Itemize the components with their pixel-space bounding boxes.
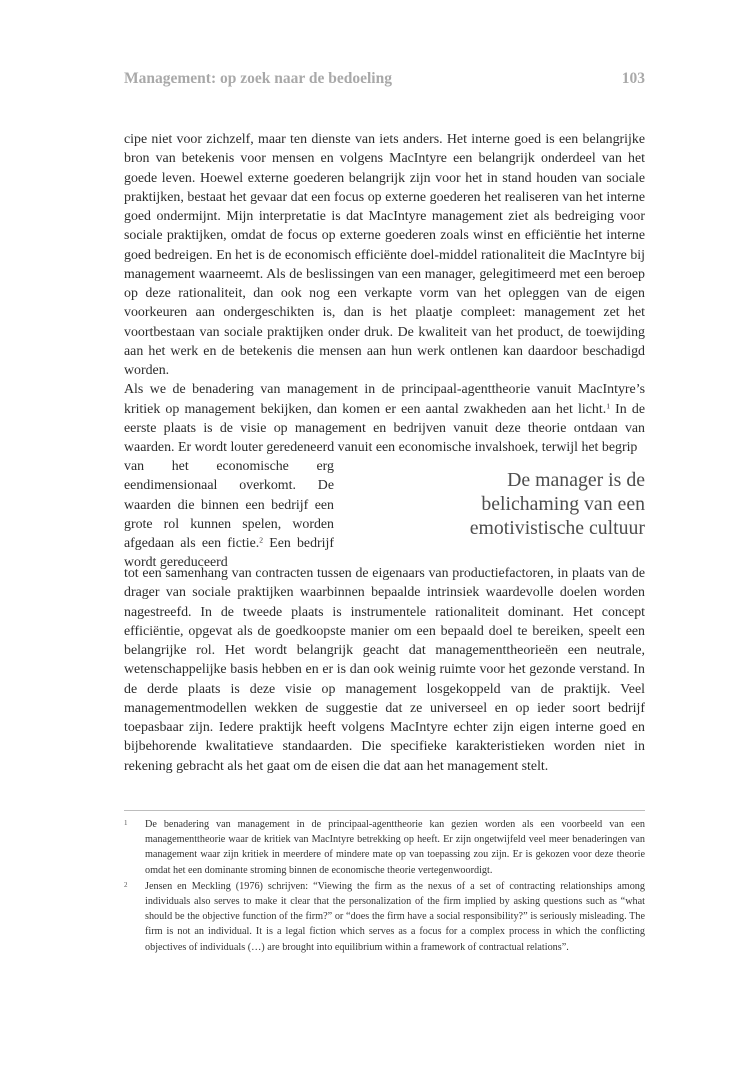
paragraph-1: cipe niet voor zichzelf, maar ten dienste van iets anders. Het interne goed is een belangrijke bron van betekenis voor mensen en volgens MacIntyre een belangrijk onderdeel van het goede leven. Hoewel externe goederen belangrijk zijn voor het in stand houden van sociale praktijken, bestaat het gevaar dat een focus op externe goederen het realiseren van het interne goed ondermijnt. Mijn interpretatie is dat MacIntyre management ziet als bedreiging voor sociale praktijken, omdat de focus op externe goederen zoals winst en efficiëntie het interne goed bedreigen. En het is de economisch efficiënte doel-middel rationaliteit die MacIntyre bij management waarneemt. Als de beslissingen van een manager, gelegitimeerd met een beroep op deze rationaliteit, dan ook nog een verkapte vorm van het opleggen van de eigen voorkeuren aan ondergeschikten is, dan is het plaatje compleet: management zet het voortbestaan van sociale praktijken onder druk. De kwaliteit van het product, de toewijding aan het werk en de betekenis die mensen aan hun werk ontlenen kan daardoor beschadigd worden.	[124, 132, 645, 378]
footnote-number: 1	[124, 819, 128, 827]
footnote	[124, 879, 645, 955]
footnote-text: Jensen en Meckling (1976) schrijven: “Viewing the firm as the nexus of a set of contracting relationships among individuals also serves to make it clear that the personalization of the firm implied by asking questions such as “what should be the objective function of the firm?” or “does the firm have a social responsibility?” is seriously misleading. The firm is not an individual. It is a legal fiction which serves as a focus for a complex process in which the conflicting objectives of individuals (…) are brought into equilibrium within a framework of contractual relations”.	[145, 880, 645, 953]
footnote-ref-2[interactable]: 2	[259, 535, 264, 545]
footnote-number: 2	[124, 880, 128, 889]
footnote-ref-1[interactable]: 1	[606, 400, 611, 410]
footnote-text: De benadering van management in de principaal-agenttheorie kan gezien worden als een voorbeeld van een managementtheorie waar de kritiek van MacIntyre betrekking op heeft. Er zijn ongetwijfeld veel meer benaderingen van management waar zijn kritiek in meerdere of mindere mate op van toepassing zou zijn. Er is gekozen voor deze theorie omdat het een dominante stroming binnen de economische theorie vertegenwoordigt.	[145, 819, 645, 876]
paragraph-2-rest: tot een samenhang van contracten tussen de eigenaars van productiefactoren, in plaats van de drager van sociale praktijken waarbinnen bepaalde intrinsiek waardevolle doelen worden nagestreefd. In de tweede plaats is instrumentele rationaliteit dominant. Het concept efficiëntie, opgevat als de goedkoopste manier om een bepaald doel te bereiken, speelt een belangrijke rol. Het wordt belangrijk geacht dat managementtheorieën een neutrale, wetenschappelijke basis hebben en er is dan ook weinig ruimte voor het gezonde verstand. In de derde plaats is deze visie op management losgekoppeld van de praktijk. Veel managementmodellen wekken de suggestie dat ze universeel en op ieder soort bedrijf toepasbaar zijn. Iedere praktijk heeft volgens MacIntyre echter zijn eigen interne goed en bijbehorende kwalitatieve standaarden. Die specifieke karakteristieken worden niet in rekening gebracht als het gaat om de eisen die dat aan het management stelt.	[124, 566, 645, 774]
paragraph-2-opening: Als we de benadering van management in de principaal-agenttheorie vanuit MacIntyre’s kritiek op management bekijken, dan komen er een aantal zwakheden aan het licht.$^1$ In de eerste plaats is de visie op management en bedrijven vanuit deze theorie ontdaan van waarden. Er wordt louter geredeneerd vanuit een economische invalshoek, terwijl het begrip	[124, 382, 645, 455]
footnote	[124, 817, 645, 878]
running-header	[124, 70, 645, 88]
footnotes	[124, 817, 645, 956]
page-number: 103	[621, 70, 645, 87]
footnote-divider	[124, 810, 645, 811]
running-title: Management: op zoek naar de bedoeling	[124, 70, 392, 87]
main-text-beside-quote	[124, 457, 334, 573]
paragraph-2-narrow: van het economische erg eendimensionaal overkomt. De waarden die binnen een bedrijf een grote rol kunnen spelen, worden afgedaan als een fictie.$^2$ Een bedrijf wordt gereduceerd	[124, 459, 334, 571]
main-text-top	[124, 130, 645, 457]
pull-quote: De manager is de belichaming van een emotivistische cultuur	[469, 469, 645, 540]
main-text-bottom	[124, 564, 645, 776]
